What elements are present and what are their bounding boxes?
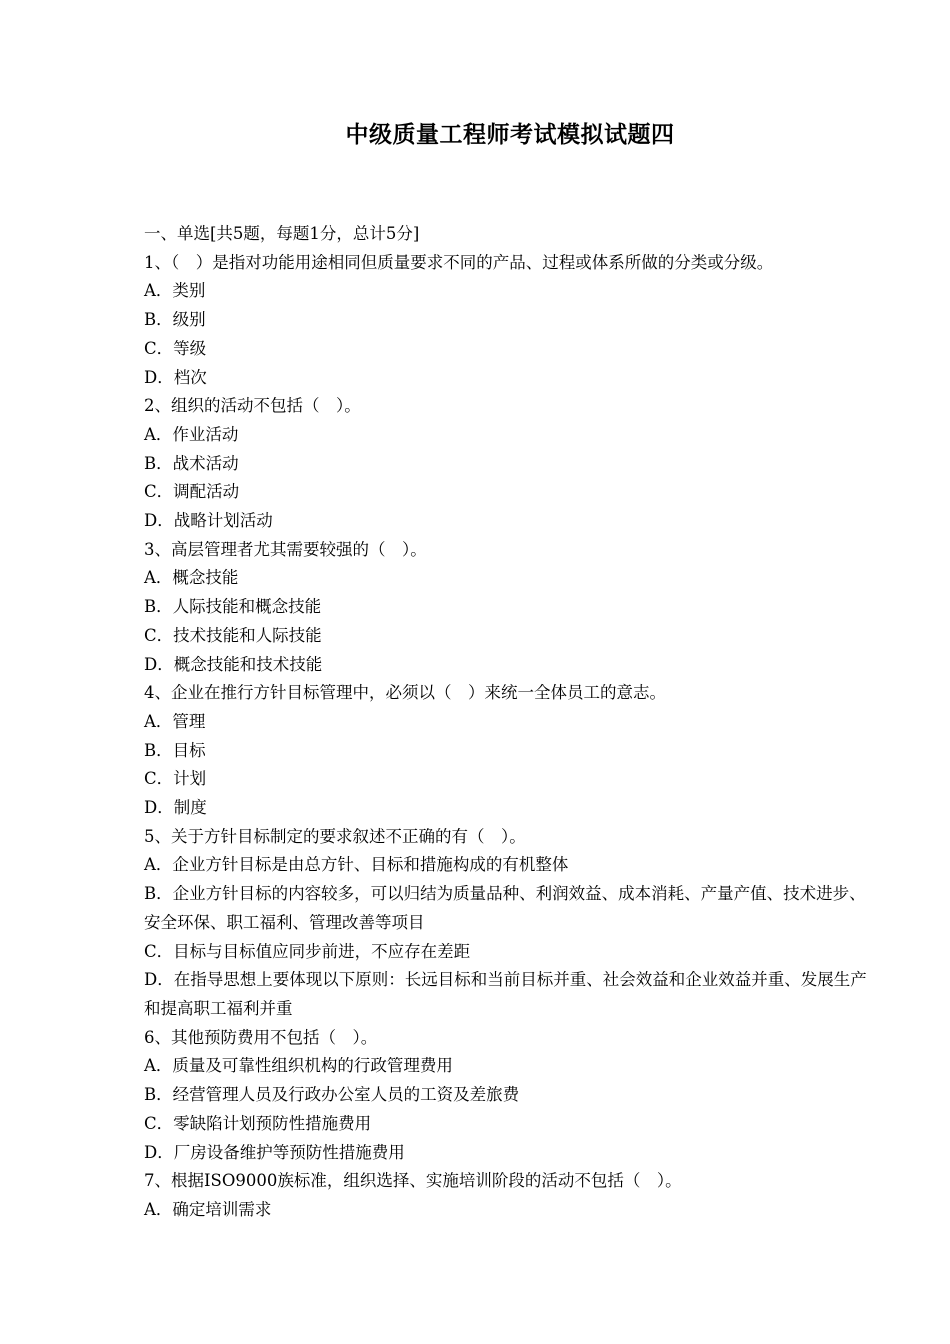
question-stem: 3、高层管理者尤其需要较强的（ ）。 (144, 539, 427, 559)
question-stem: 5、关于方针目标制定的要求叙述不正确的有（ ）。 (144, 826, 526, 846)
option-b: B．战术活动 (144, 453, 239, 473)
option-b: B．目标 (144, 740, 206, 760)
option-b: B．人际技能和概念技能 (144, 597, 322, 617)
option-a: A．类别 (144, 281, 206, 301)
option-a: A．确定培训需求 (144, 1199, 272, 1219)
option-a: A．作业活动 (144, 424, 239, 444)
question-stem: 4、企业在推行方针目标管理中，必须以（ ）来统一全体员工的意志。 (144, 683, 666, 703)
question-stem: 7、根据ISO9000族标准，组织选择、实施培训阶段的活动不包括（ ）。 (144, 1171, 682, 1191)
option-c: C．零缺陷计划预防性措施费用 (144, 1113, 372, 1133)
option-b: B．级别 (144, 310, 206, 330)
question-stem: 1、（ ）是指对功能用途相同但质量要求不同的产品、过程或体系所做的分类或分级。 (144, 252, 774, 272)
option-d: D．制度 (144, 798, 207, 818)
document-title: 中级质量工程师考试模拟试题四 (345, 121, 675, 148)
option-c: C．计划 (144, 769, 207, 789)
option-b: B．企业方针目标的内容较多，可以归结为质量品种、利润效益、成本消耗、产量产值、技术进步、安全环保、职工福利、管理改善等项目 (144, 884, 866, 932)
option-a: A．质量及可靠性组织机构的行政管理费用 (144, 1056, 453, 1076)
document-body (144, 220, 882, 1225)
option-c: C．目标与目标值应同步前进，不应存在差距 (144, 941, 471, 961)
option-a: A．概念技能 (144, 568, 239, 588)
option-d: D．概念技能和技术技能 (144, 654, 323, 674)
option-c: C．等级 (144, 338, 207, 358)
option-d: D．在指导思想上要体现以下原则：长远目标和当前目标并重、社会效益和企业效益并重、发展生产和提高职工福利并重 (144, 970, 867, 1018)
option-c: C．技术技能和人际技能 (144, 625, 322, 645)
option-d: D．战略计划活动 (144, 511, 273, 531)
option-b: B．经营管理人员及行政办公室人员的工资及差旅费 (144, 1085, 520, 1105)
option-d: D．档次 (144, 367, 207, 387)
question-stem: 2、组织的活动不包括（ ）。 (144, 396, 361, 416)
option-a: A．企业方针目标是由总方针、目标和措施构成的有机整体 (144, 855, 569, 875)
option-d: D．厂房设备维护等预防性措施费用 (144, 1142, 405, 1162)
option-a: A．管理 (144, 711, 206, 731)
question-stem: 6、其他预防费用不包括（ ）。 (144, 1027, 378, 1047)
section-header: 一、单选[共5题，每题1分，总计5分] (144, 224, 420, 243)
option-c: C．调配活动 (144, 482, 240, 502)
